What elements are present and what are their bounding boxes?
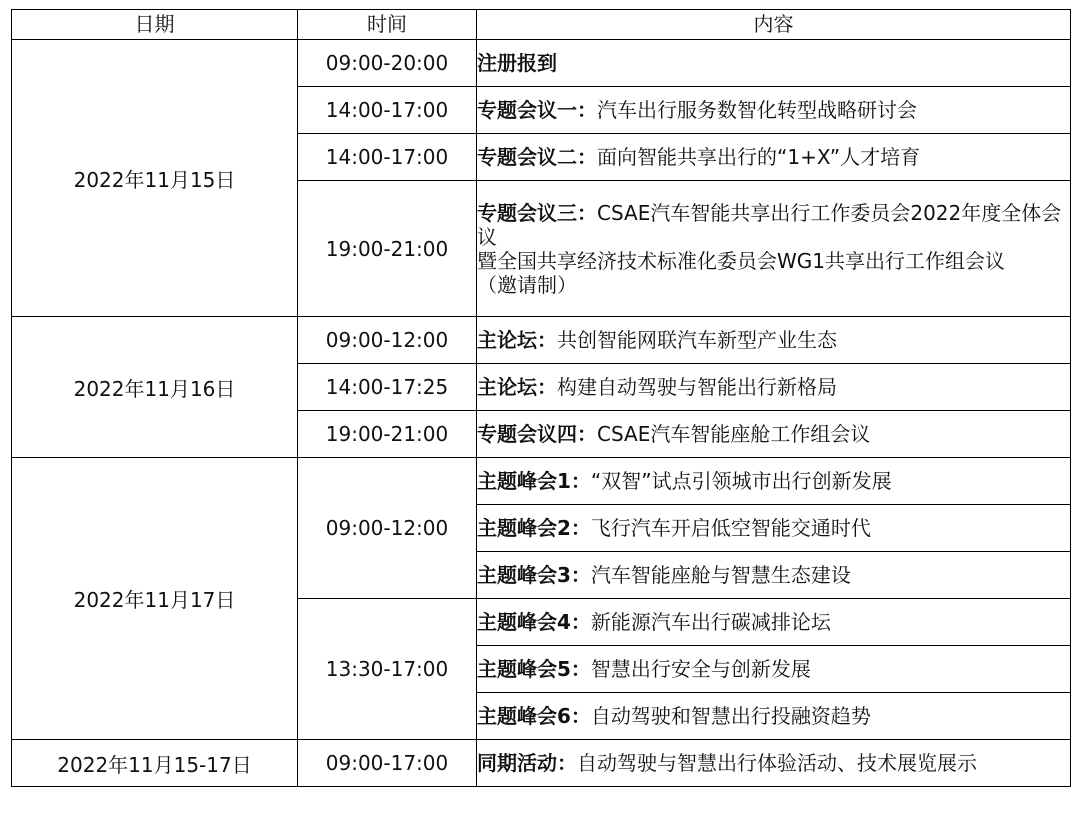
time-cell: 13:30-17:00 [298, 599, 477, 740]
date-cell: 2022年11月15日 [12, 40, 298, 317]
item-text: 智慧出行安全与创新发展 [590, 657, 811, 681]
item-label: 主题峰会5： [477, 657, 591, 681]
item-label: 主题峰会4： [477, 610, 591, 634]
date-cell: 2022年11月17日 [12, 458, 298, 740]
content-cell [477, 646, 1071, 693]
table-row [12, 40, 1071, 87]
item-label: 专题会议四： [477, 422, 597, 446]
content-cell [477, 693, 1071, 740]
content-cell [477, 134, 1071, 181]
time-cell: 19:00-21:00 [298, 181, 477, 317]
item-label: 主题峰会2： [477, 516, 591, 540]
date-cell: 2022年11月16日 [12, 317, 298, 458]
item-label: 专题会议一： [477, 98, 597, 122]
table-row [12, 458, 1071, 505]
content-cell [477, 458, 1071, 505]
item-text: 面向智能共享出行的“1+X”人才培育 [597, 145, 921, 169]
item-text: 自动驾驶和智慧出行投融资趋势 [590, 704, 871, 728]
content-cell [477, 364, 1071, 411]
time-cell: 14:00-17:00 [298, 134, 477, 181]
time-cell: 09:00-12:00 [298, 458, 477, 599]
schedule-table [11, 9, 1071, 787]
time-cell: 14:00-17:25 [298, 364, 477, 411]
time-cell: 09:00-17:00 [298, 740, 477, 787]
item-text: 自动驾驶与智慧出行体验活动、技术展览展示 [577, 751, 977, 775]
item-label: 主论坛： [477, 375, 557, 399]
time-cell: 14:00-17:00 [298, 87, 477, 134]
item-label: 主题峰会1： [477, 469, 591, 493]
time-cell: 09:00-12:00 [298, 317, 477, 364]
item-text: CSAE汽车智能共享出行工作委员会2022年度全体会议 [477, 200, 1062, 249]
item-text: CSAE汽车智能座舱工作组会议 [597, 422, 871, 446]
table-row [12, 317, 1071, 364]
content-cell [477, 740, 1071, 787]
content-cell [477, 181, 1071, 317]
item-label: 注册报到 [477, 51, 557, 75]
item-label: 主题峰会6： [477, 704, 591, 728]
item-label: 专题会议二： [477, 145, 597, 169]
time-cell: 09:00-20:00 [298, 40, 477, 87]
item-text: 汽车智能座舱与智慧生态建设 [590, 563, 851, 587]
content-cell [477, 87, 1071, 134]
item-text: 共创智能网联汽车新型产业生态 [557, 328, 837, 352]
content-cell [477, 599, 1071, 646]
item-text: 飞行汽车开启低空智能交通时代 [590, 516, 871, 540]
item-label: 主论坛： [477, 328, 557, 352]
date-cell: 2022年11月15-17日 [12, 740, 298, 787]
header-content: 内容 [477, 10, 1071, 40]
table-row [12, 740, 1071, 787]
header-time: 时间 [298, 10, 477, 40]
item-label: 主题峰会3： [477, 563, 591, 587]
content-cell [477, 411, 1071, 458]
item-text: “双智”试点引领城市出行创新发展 [590, 469, 892, 493]
item-text: 汽车出行服务数智化转型战略研讨会 [597, 98, 917, 122]
item-text: 构建自动驾驶与智能出行新格局 [557, 375, 837, 399]
time-cell: 19:00-21:00 [298, 411, 477, 458]
content-cell [477, 317, 1071, 364]
item-text-line3: （邀请制） [477, 272, 577, 297]
item-label: 专题会议三： [477, 200, 597, 225]
content-cell [477, 505, 1071, 552]
item-text-line2: 暨全国共享经济技术标准化委员会WG1共享出行工作组会议 [477, 248, 1005, 273]
header-row [12, 10, 1071, 40]
item-text: 新能源汽车出行碳减排论坛 [590, 610, 831, 634]
content-cell [477, 40, 1071, 87]
item-label: 同期活动： [477, 751, 577, 775]
header-date: 日期 [12, 10, 298, 40]
content-cell [477, 552, 1071, 599]
